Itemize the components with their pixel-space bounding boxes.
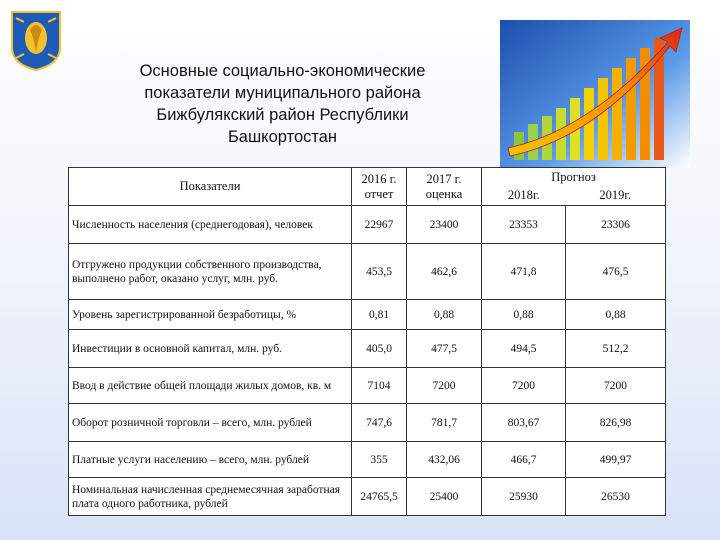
header-2016: 2016 г. отчет — [352, 168, 407, 206]
table-row — [69, 404, 666, 442]
value-2019: 512,2 — [566, 330, 666, 368]
header-indicators: Показатели — [69, 168, 352, 206]
value-2019: 23306 — [566, 206, 666, 244]
table-header-row — [69, 168, 666, 187]
value-2016: 7104 — [352, 368, 407, 404]
value-2019: 0,88 — [566, 300, 666, 330]
value-2019: 499,97 — [566, 442, 666, 478]
value-2016: 747,6 — [352, 404, 407, 442]
row-label: Ввод в действие общей площади жилых домов, кв. м — [69, 368, 352, 404]
table-row — [69, 442, 666, 478]
value-2016: 22967 — [352, 206, 407, 244]
value-2017: 781,7 — [407, 404, 482, 442]
value-2018: 7200 — [482, 368, 566, 404]
value-2019: 26530 — [566, 478, 666, 516]
value-2018: 25930 — [482, 478, 566, 516]
value-2016: 355 — [352, 442, 407, 478]
value-2017: 7200 — [407, 368, 482, 404]
value-2017: 462,6 — [407, 244, 482, 300]
row-label: Численность населения (среднегодовая), человек — [69, 206, 352, 244]
value-2017: 477,5 — [407, 330, 482, 368]
table-row — [69, 368, 666, 404]
value-2019: 476,5 — [566, 244, 666, 300]
title-line-2: показатели муниципального района — [144, 84, 421, 102]
table-row — [69, 330, 666, 368]
row-label: Уровень зарегистрированной безработицы, % — [69, 300, 352, 330]
value-2017: 25400 — [407, 478, 482, 516]
row-label: Номинальная начисленная среднемесячная заработная плата одного работника, рублей — [69, 478, 352, 516]
value-2018: 466,7 — [482, 442, 566, 478]
indicators-table — [68, 167, 666, 516]
table-row — [69, 300, 666, 330]
page-title — [90, 60, 475, 148]
table-row — [69, 244, 666, 300]
row-label: Платные услуги населению – всего, млн. рублей — [69, 442, 352, 478]
value-2017: 0,88 — [407, 300, 482, 330]
header-forecast: Прогноз — [482, 168, 666, 187]
header-2017: 2017 г. оценка — [407, 168, 482, 206]
value-2017: 23400 — [407, 206, 482, 244]
table-row — [69, 206, 666, 244]
value-2018: 23353 — [482, 206, 566, 244]
row-label: Инвестиции в основной капитал, млн. руб. — [69, 330, 352, 368]
growth-chart-picture — [500, 20, 690, 168]
value-2016: 0,81 — [352, 300, 407, 330]
value-2016: 24765,5 — [352, 478, 407, 516]
value-2019: 826,98 — [566, 404, 666, 442]
value-2016: 453,5 — [352, 244, 407, 300]
row-label: Отгружено продукции собственного производства, выполнено работ, оказано услуг, млн. руб. — [69, 244, 352, 300]
table-row — [69, 478, 666, 516]
value-2018: 471,8 — [482, 244, 566, 300]
header-2018: 2018г. — [482, 187, 566, 206]
value-2018: 494,5 — [482, 330, 566, 368]
title-line-4: Башкортостан — [227, 128, 338, 146]
row-label: Оборот розничной торговли – всего, млн. рублей — [69, 404, 352, 442]
value-2018: 0,88 — [482, 300, 566, 330]
value-2017: 432,06 — [407, 442, 482, 478]
value-2018: 803,67 — [482, 404, 566, 442]
value-2016: 405,0 — [352, 330, 407, 368]
title-line-1: Основные социально-экономические — [139, 62, 426, 80]
value-2019: 7200 — [566, 368, 666, 404]
title-line-3: Бижбулякский район Республики — [156, 106, 409, 124]
district-emblem-icon — [8, 8, 64, 72]
header-2019: 2019г. — [566, 187, 666, 206]
